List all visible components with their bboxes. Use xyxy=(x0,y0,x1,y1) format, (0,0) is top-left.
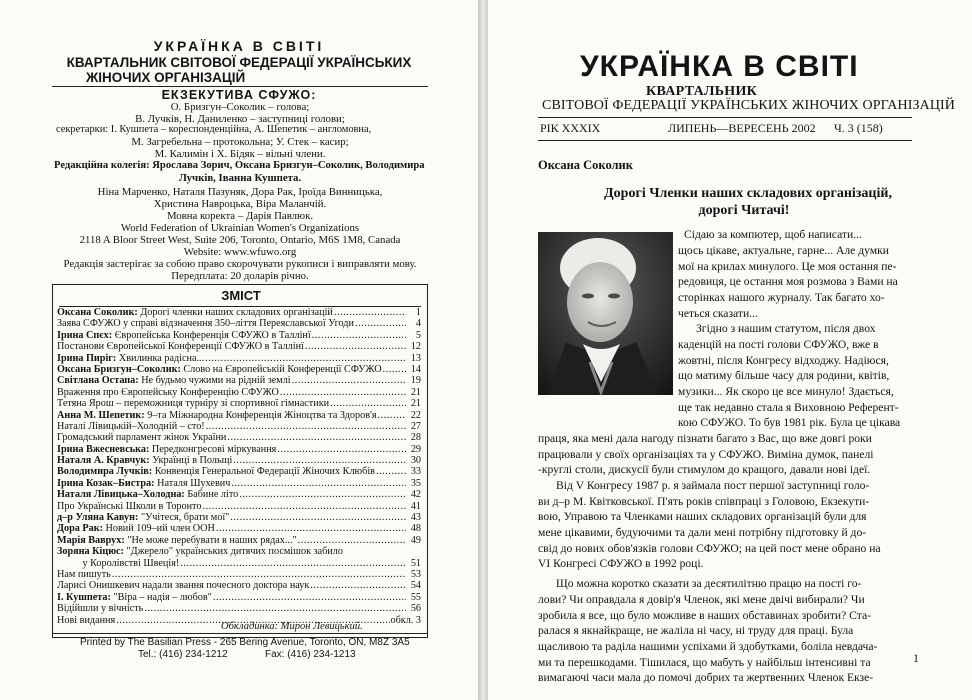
toc-entry-page: 48 xyxy=(410,523,421,535)
body-line: ви д–р М. Квітковської. П'ять років співпраці з Головою, Екзекути- xyxy=(538,495,870,508)
body-line: четься сказати... xyxy=(678,307,758,320)
toc-entry-page: 12 xyxy=(410,341,421,353)
toc-entry-page: 4 xyxy=(415,318,421,330)
toc-leader-dots xyxy=(213,592,406,603)
toc-leader-dots xyxy=(376,466,406,477)
toc-entry-page: 29 xyxy=(410,443,421,455)
toc-leader-dots xyxy=(112,569,406,580)
body-line: Згідно з нашим статутом, після двох xyxy=(696,322,876,335)
toc-entry-author: Оксана Соколик: xyxy=(57,307,138,318)
toc-entry xyxy=(57,489,421,500)
toc-entry-title: Не будьмо чужими на рідній землі xyxy=(138,375,291,387)
staff-line: Ніна Марченко, Наталя Пазуняк, Дора Рак, Іроїда Винницька, xyxy=(97,186,383,198)
editorial-board: Лучків, Іванна Кушпета. xyxy=(178,172,302,184)
toc-entry xyxy=(57,307,421,318)
toc-entry-author: Наталя А. Кравчук: xyxy=(57,455,150,467)
issue-date: ЛИПЕНЬ—ВЕРЕСЕНЬ 2002 xyxy=(668,121,816,135)
toc-leader-dots xyxy=(383,364,406,375)
toc-entry-title: Наталі Лівицькій–Холодній – сто! xyxy=(57,420,205,432)
toc-entry-author: Ірина Козак–Бистра: xyxy=(57,477,155,489)
address-line: 2118 A Bloor Street West, Suite 206, Toronto, Ontario, M6S 1M8, Canada xyxy=(79,234,401,246)
toc-entry-page: 33 xyxy=(410,466,421,478)
issue-number: Ч. 3 (158) xyxy=(834,121,883,135)
exec-line: секретарки: І. Кушпета – кореспонденційна, А. Шепетик – англомовна, xyxy=(56,124,372,135)
body-line: що матиму більше часу для родини, квітів, xyxy=(678,369,890,382)
toc-entry-title: у Королівстві Швеція! xyxy=(57,557,180,569)
masthead-subtitle-1: КВАРТАЛЬНИК СВІТОВОЇ ФЕДЕРАЦІЇ УКРАЇНСЬКИХ xyxy=(66,55,412,70)
toc-entry xyxy=(57,580,421,591)
body-line: вою, Управою та Членками наших складових організацій були для xyxy=(538,510,867,523)
toc-entry-title: Враження про Європейську Конференцію СФУЖО xyxy=(57,386,279,398)
masthead-title: УКРАЇНКА В СВІТІ xyxy=(580,50,859,83)
toc-entry-author: Ірина Спєх: xyxy=(57,329,113,341)
divider xyxy=(538,140,912,141)
executive-heading: ЕКЗЕКУТИВА СФУЖО: xyxy=(161,88,317,102)
toc-entry-title: Заява СФУЖО у справі відзначення 350–ліття Переяславської Угоди xyxy=(57,318,354,330)
masthead-subtitle-2: ЖІНОЧИХ ОРГАНІЗАЦІЙ xyxy=(86,70,246,85)
toc-entry-page: 13 xyxy=(410,352,421,364)
toc-entry-author: І. Кушпета: xyxy=(57,591,111,603)
toc-leader-dots xyxy=(330,398,406,409)
toc-leader-dots xyxy=(206,421,406,432)
toc-entry-page: 55 xyxy=(410,591,421,603)
toc-entry-title: Дорогі членки наших складових організацій xyxy=(137,307,333,318)
toc-leader-dots xyxy=(298,535,406,546)
exec-line: М. Калимін і Х. Бідяк – вільні члени. xyxy=(154,148,326,160)
body-line: жовтні, після Конгресу відходжу. Надіюся, xyxy=(678,354,889,367)
toc-leader-dots xyxy=(310,580,406,591)
toc-entry xyxy=(57,353,421,364)
toc-entry-title: Наталя Шухевич xyxy=(154,477,231,489)
body-line: редовиця, це остання моя розмова з Вами на xyxy=(678,275,898,288)
staff-line: Христина Навроцька, Віра Маланчій. xyxy=(153,198,327,210)
body-line: лови? Чи оправдала я довір'я Членок, які мене двічі вибирали? Чи xyxy=(538,593,865,606)
toc-entry-title: Постанови Європейської Конференції СФУЖО в Таллінї xyxy=(57,341,304,353)
masthead-title: УКРАЇНКА В СВІТІ xyxy=(153,38,325,54)
toc-entry xyxy=(57,523,421,534)
toc-entry-title: Бабине літо xyxy=(184,489,239,501)
body-line: сторінках нашого журналу. Так багато хо- xyxy=(678,291,885,304)
toc-leader-dots xyxy=(180,558,406,569)
toc-leader-dots xyxy=(231,478,406,489)
toc-entry-author: Володимира Лучків: xyxy=(57,466,153,478)
toc-entry-author: Наталя Лівицька–Холодна: xyxy=(57,489,185,501)
toc-entry xyxy=(57,535,421,546)
toc-leader-dots xyxy=(202,501,406,512)
toc-leader-dots xyxy=(205,353,406,364)
toc-entry-page: 30 xyxy=(410,455,421,467)
masthead-subtitle-2: СВІТОВОЇ ФЕДЕРАЦІЇ УКРАЇНСЬКИХ ЖІНОЧИХ ОРГАНІЗАЦІЙ xyxy=(542,98,955,113)
toc-entry-page: 35 xyxy=(410,477,421,489)
toc-list xyxy=(57,307,421,626)
toc-entry xyxy=(57,569,421,580)
body-line: ще так недавно стала я Виховною Референт- xyxy=(678,401,899,414)
toc-entry xyxy=(57,387,421,398)
body-line: -круглі столи, дискусії були стимулом до кращого, давали нові ідеї. xyxy=(538,463,871,476)
toc-entry-title: Нові видання xyxy=(57,614,116,626)
toc-entry-author: Ірина Пиріг: xyxy=(57,352,117,364)
toc-entry-title: "Джерело" українських дитячих посмішок забило xyxy=(123,546,343,558)
toc-entry xyxy=(57,444,421,455)
toc-entry-page: 28 xyxy=(410,432,421,444)
cover-credit: Обкладинка: Мирон Левицький. xyxy=(221,621,363,632)
toc-entry-title: Українці в Польщі xyxy=(149,455,233,467)
toc-entry-title: Передконгресові міркування xyxy=(149,443,277,455)
toc-entry-title: "Не може перебувати в наших рядах..." xyxy=(124,534,297,546)
toc-entry xyxy=(57,410,421,421)
printer-phone: Tel.: (416) 234-1212 xyxy=(138,649,228,660)
toc-entry xyxy=(57,455,421,466)
toc-entry-page: 51 xyxy=(410,557,421,569)
toc-entry-title: Європейська Конференція СФУЖО в Таллінї xyxy=(112,329,311,341)
toc-leader-dots xyxy=(280,387,406,398)
toc-entry xyxy=(57,341,421,352)
toc-entry xyxy=(57,398,421,409)
divider xyxy=(538,117,912,118)
toc-leader-dots xyxy=(292,375,406,386)
toc-entry-page: обкл. 3 xyxy=(390,614,421,626)
exec-line: М. Загребельна – протокольна; У. Стек – касир; xyxy=(131,136,349,148)
toc-entry-page: 53 xyxy=(410,568,421,580)
printer-address: Printed by The Basilian Press - 265 Bering Avenue, Toronto, ON, M8Z 3A5 xyxy=(80,637,410,648)
masthead-subtitle-1: КВАРТАЛЬНИК xyxy=(646,84,758,99)
issue-year: РІК XXXIX xyxy=(540,121,601,135)
toc-leader-dots xyxy=(334,307,406,318)
body-line: зробила я все, що було можливе в наших обставинах зробити? Ста- xyxy=(538,609,871,622)
toc-leader-dots xyxy=(230,512,406,523)
toc-entry-author: Зоряна Кіцюс: xyxy=(57,546,124,558)
toc-entry-page: 54 xyxy=(410,580,421,592)
body-line: мене цікавими, будуючими та дали мені потрібну підготовку й до- xyxy=(538,526,867,539)
editorial-note: Редакція застерігає за собою право скорочувати рукописи і виправляти мову. xyxy=(63,258,417,270)
toc-leader-dots xyxy=(144,603,406,614)
toc-entry-author: Анна М. Шепетик: xyxy=(57,409,145,421)
toc-entry-page: 14 xyxy=(410,363,421,375)
toc-entry-page: 19 xyxy=(410,375,421,387)
toc-leader-dots xyxy=(233,455,406,466)
toc-entry xyxy=(57,466,421,477)
toc-entry xyxy=(57,432,421,443)
exec-line: В. Лучків, Н. Даниленко – заступниці голови; xyxy=(135,113,345,125)
toc-entry-page: 21 xyxy=(410,386,421,398)
toc-entry-page: 1 xyxy=(415,307,421,318)
body-line: щось цікаве, актуальне, гарне... Але думки xyxy=(678,244,889,257)
toc-entry-title: 9–та Міжнародна Конференція Жіноцтва та Здоров'я xyxy=(144,409,377,421)
page-gutter xyxy=(478,0,488,700)
toc-entry-title: Слово на Європейській Конференції СФУЖО xyxy=(180,363,382,375)
right-page xyxy=(488,0,972,700)
table-of-contents xyxy=(52,284,428,638)
toc-entry-title: Відійшли у вічність xyxy=(57,603,144,615)
body-line: працювали у своїх організаціях та у СФУЖО. Виміна думок, панелі xyxy=(538,448,874,461)
body-line: Від V Конгресу 1987 р. я займала пост першої заступниці голо- xyxy=(556,479,870,492)
toc-leader-dots xyxy=(378,410,406,421)
toc-leader-dots xyxy=(239,489,406,500)
body-line: каденцій на пості голови СФУЖО, вже в xyxy=(678,338,879,351)
toc-entry-author: Дора Рак: xyxy=(57,523,103,535)
toc-entry-page: 41 xyxy=(410,500,421,512)
body-line: Що можна коротко сказати за десятилітню працю на пості го- xyxy=(556,577,862,590)
toc-entry-title: Хвилинка радісна... xyxy=(116,352,205,364)
toc-entry-author: Ірина Вжесневська: xyxy=(57,443,150,455)
toc-entry-page: 22 xyxy=(410,409,421,421)
website-line: Website: www.wfuwo.org xyxy=(183,246,297,258)
toc-entry-title: Новий 109–ий член ООН xyxy=(103,523,215,535)
body-line: щасливою та раділа нашими успіхами й здобутками, боліла невдача- xyxy=(538,640,878,653)
toc-entry-title: Про Українські Школи в Торонто xyxy=(57,500,202,512)
staff-line: Мовна коректа – Дарія Павлюк. xyxy=(166,210,314,222)
toc-entry-page: 5 xyxy=(415,329,421,341)
author-portrait-photo xyxy=(538,232,673,395)
body-line: Сідаю за компютер, щоб написати... xyxy=(684,228,862,241)
toc-entry-title: "Віра – надія – любов" xyxy=(110,591,212,603)
toc-entry-page: 43 xyxy=(410,512,421,524)
toc-entry-author: д–р Уляна Кавун: xyxy=(57,512,139,524)
toc-leader-dots xyxy=(216,523,406,534)
article-heading: Дорогі Членки наших складових організацій, xyxy=(604,186,892,201)
toc-entry-title: "Учітеся, брати мої" xyxy=(138,512,230,524)
toc-entry xyxy=(57,421,421,432)
editorial-board: Редакційна колегія: Ярослава Зорич, Оксана Бризгун–Соколик, Володимира xyxy=(54,160,425,171)
toc-entry xyxy=(57,375,421,386)
toc-entry-page: 56 xyxy=(410,603,421,615)
toc-entry-page: 27 xyxy=(410,420,421,432)
toc-entry xyxy=(57,558,421,569)
toc-entry-title: Конвенція Генеральної Федерації Жіночих Клюбів xyxy=(152,466,375,478)
body-line: ралася я якнайкраще, не жаліла ні часу, ні труду для праці. Була xyxy=(538,624,854,637)
body-line: музики... Як скоро це все минуло! Здається, xyxy=(678,385,894,398)
body-line: праця, яка мені дала нагоду пізнати багато з Вас, що вже довгі роки xyxy=(538,432,872,445)
body-line: свід до нових обов'язків голови СФУЖО; на цей пост мене обрано на xyxy=(538,542,881,555)
toc-entry-page: 49 xyxy=(410,534,421,546)
toc-entry-title: Ларисі Онишкевич надали звання почесного доктора наук xyxy=(57,580,310,592)
body-line: вимагаючі часи мала до помочі добрих та жертвенних Членок Екзе- xyxy=(538,671,874,684)
toc-entry-author: Марія Ваврух: xyxy=(57,534,125,546)
toc-leader-dots xyxy=(355,318,406,329)
article-author: Оксана Соколик xyxy=(538,158,633,172)
article-heading: дорогі Читачі! xyxy=(698,203,790,218)
page-number: 1 xyxy=(913,651,919,665)
toc-entry-author: Світлана Остапа: xyxy=(57,375,139,387)
toc-entry-page: 42 xyxy=(410,489,421,501)
exec-line: О. Бризгун–Соколик – голова; xyxy=(170,101,310,113)
body-line: VI Конгресі СФУЖО в 1992 році. xyxy=(538,557,704,570)
body-line: кою СФУЖО. То був 1981 рік. Була це цікава xyxy=(678,416,901,429)
toc-leader-dots xyxy=(227,432,406,443)
subscription-line: Передплата: 20 доларів річно. xyxy=(171,270,309,282)
toc-entry xyxy=(57,512,421,523)
toc-entry xyxy=(57,318,421,329)
printer-fax: Fax: (416) 234-1213 xyxy=(265,649,356,660)
toc-entry-title: Тетяна Ярош – переможниця турніру зі спортивної гімнастики xyxy=(57,398,330,410)
toc-leader-dots xyxy=(305,341,406,352)
toc-entry-title: Громадський парламент жінок України xyxy=(57,432,227,444)
toc-entry xyxy=(57,364,421,375)
address-line: World Federation of Ukrainian Women's Organizations xyxy=(120,222,360,234)
toc-leader-dots xyxy=(277,444,406,455)
toc-entry-author: Оксана Бризгун–Соколик: xyxy=(57,363,181,375)
printer-info xyxy=(52,633,428,660)
body-line: ми та перешкодами. Тішилася, що мабуть у найбільш інтенсивні та xyxy=(538,656,871,669)
toc-title: ЗМІСТ xyxy=(221,288,261,303)
toc-entry xyxy=(57,546,421,557)
toc-entry xyxy=(57,592,421,603)
toc-leader-dots xyxy=(312,330,406,341)
toc-entry-title: Нам пишуть xyxy=(57,568,111,580)
toc-entry-page: 21 xyxy=(410,398,421,410)
toc-entry xyxy=(57,478,421,489)
toc-entry xyxy=(57,501,421,512)
toc-entry xyxy=(57,330,421,341)
divider xyxy=(52,86,428,87)
toc-entry xyxy=(57,603,421,614)
body-line: мої на крилах минулого. Це моя остання пе- xyxy=(678,260,897,273)
left-page xyxy=(0,0,478,700)
